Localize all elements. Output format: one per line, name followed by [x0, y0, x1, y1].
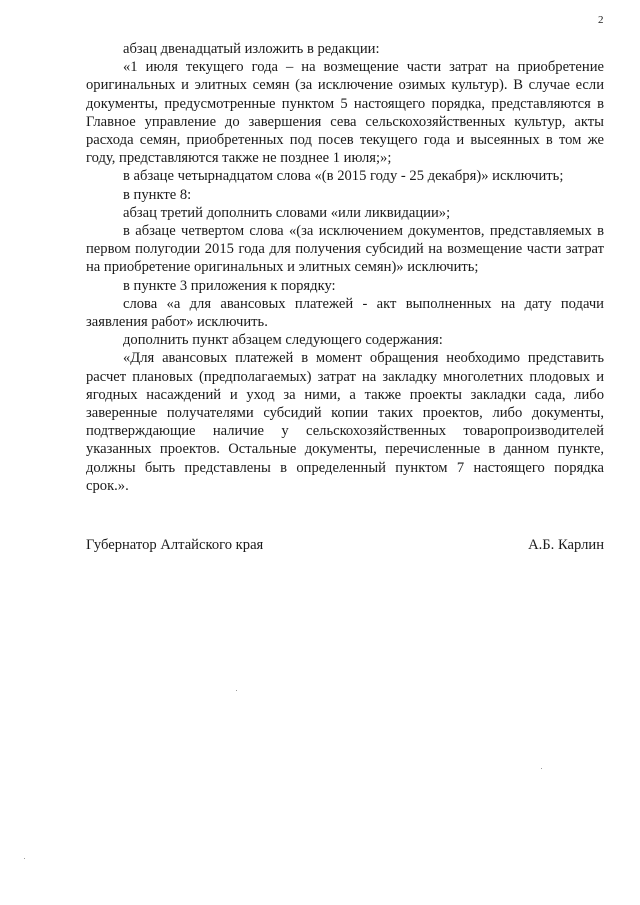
scan-speck — [24, 858, 25, 859]
page-number: 2 — [598, 14, 604, 26]
signatory-name: А.Б. Карлин — [528, 537, 604, 553]
paragraph-2: «1 июля текущего года – на возмещение части затрат на приобретение оригинальных и элитных семян (за исключение озимых культур). В случае если документы, предусмотренные пунктом 5 настоящего порядка, представляются в Главное управление до завершения сева сельскохозяйственных культур, акты расхода семян, приобретенных под посев текущего года и высеянных в том же году, представляются также не позднее 1 июля;»; — [86, 59, 604, 167]
paragraph-7: в пункте 3 приложения к порядку: — [123, 277, 336, 294]
paragraph-1: абзац двенадцатый изложить в редакции: — [123, 41, 380, 57]
paragraph-10: «Для авансовых платежей в момент обращения необходимо представить расчет плановых (предполагаемых) затрат на закладку многолетних плодовых и ягодных насаждений и уход за ними, а также проекты закладки сада, либо заверенные получателями субсидий копии таких проектов, либо документы, подтверждающие наличие у сельскохозяйственных товаропроизводителей указанных проектов. Остальные документы, перечисленные в данном пункте, должны быть представлены в определенный пунктом 7 настоящего порядка срок.». — [86, 350, 604, 494]
paragraph-3: в абзаце четырнадцатом слова «(в 2015 году - 25 декабря)» исключить; — [123, 168, 564, 185]
paragraph-8: слова «а для авансовых платежей - акт выполненных на дату подачи заявления работ» исключить. — [86, 295, 604, 331]
paragraph-6: в абзаце четвертом слова «(за исключением документов, представляемых в первом полугодии 2015 года для получения субсидий на возмещение части затрат на приобретение оригинальных и элитных семян)» исключить; — [86, 223, 604, 276]
paragraph-4: в пункте 8: — [123, 186, 192, 203]
scan-speck — [236, 690, 237, 691]
signature-block — [86, 536, 604, 554]
paragraph-9: дополнить пункт абзацем следующего содержания: — [123, 332, 443, 349]
document-body — [86, 40, 604, 495]
scan-speck — [541, 768, 542, 769]
paragraph-5: абзац третий дополнить словами «или ликвидации»; — [123, 204, 451, 221]
signatory-position: Губернатор Алтайского края — [86, 537, 264, 553]
